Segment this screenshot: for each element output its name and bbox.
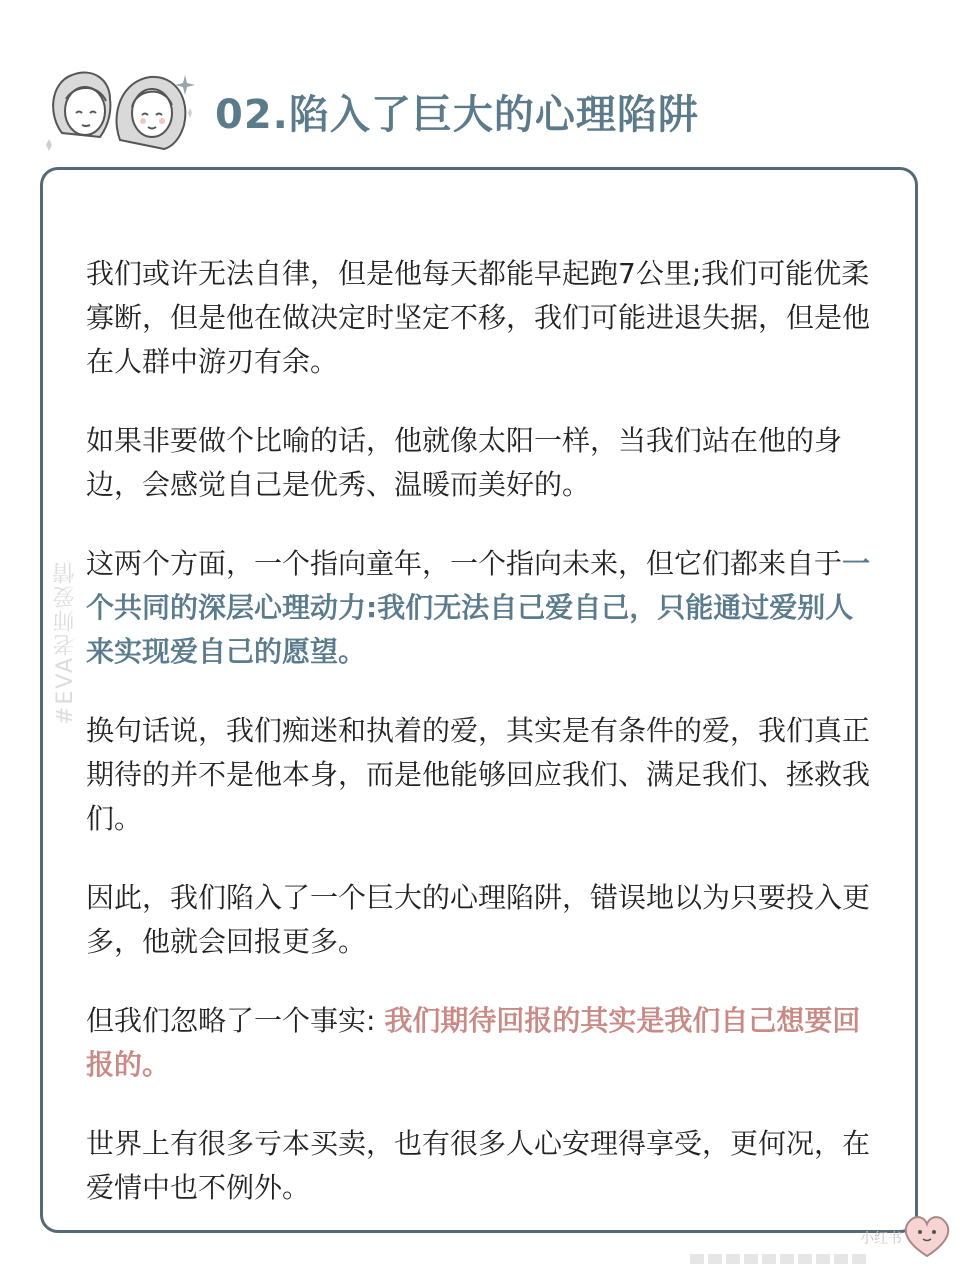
sparkle-icon	[175, 75, 195, 95]
platform-watermark: 小红书	[860, 1231, 902, 1247]
couple-illustration-icon	[40, 55, 200, 155]
bottom-decoration	[690, 1248, 890, 1270]
article-body	[86, 252, 876, 1245]
paragraph-3	[86, 542, 876, 674]
paragraph-6-highlight: 我们期待回报的其实是我们自己想要回报的。	[86, 1004, 861, 1081]
paragraph-6-text: 但我们忽略了一个事实:	[86, 1004, 385, 1037]
page-title: 02.陷入了巨大的心理陷阱	[215, 92, 699, 138]
paragraph-7: 世界上有很多亏本买卖，也有很多人心安理得享受，更何况，在爱情中也不例外。	[86, 1127, 871, 1204]
paragraph-4: 换句话说，我们痴迷和执着的爱，其实是有条件的爱，我们真正期待的并不是他本身，而是他能够回应我们、满足我们、拯救我们。	[86, 714, 871, 835]
paragraph-3-text: 这两个方面，一个指向童年，一个指向未来，但它们都来自于	[86, 547, 843, 580]
paragraph-5: 因此，我们陷入了一个巨大的心理陷阱，错误地以为只要投入更多，他就会回报更多。	[86, 881, 871, 958]
side-watermark: #EVA老师爱情	[53, 560, 78, 726]
paragraph-2: 如果非要做个比喻的话，他就像太阳一样，当我们站在他的身边，会感觉自己是优秀、温暖而美好的。	[86, 424, 843, 501]
paragraph-6	[86, 999, 876, 1087]
header	[40, 55, 920, 165]
paragraph-1: 我们或许无法自律，但是他每天都能早起跑7公里;我们可能优柔寡断，但是他在做决定时坚定不移，我们可能进退失据，但是他在人群中游刃有余。	[86, 257, 871, 378]
heart-sticker-icon	[900, 1210, 954, 1260]
paragraph-3-highlight: 一个共同的深层心理动力:我们无法自己爱自己，只能通过爱别人来实现爱自己的愿望。	[86, 547, 871, 668]
